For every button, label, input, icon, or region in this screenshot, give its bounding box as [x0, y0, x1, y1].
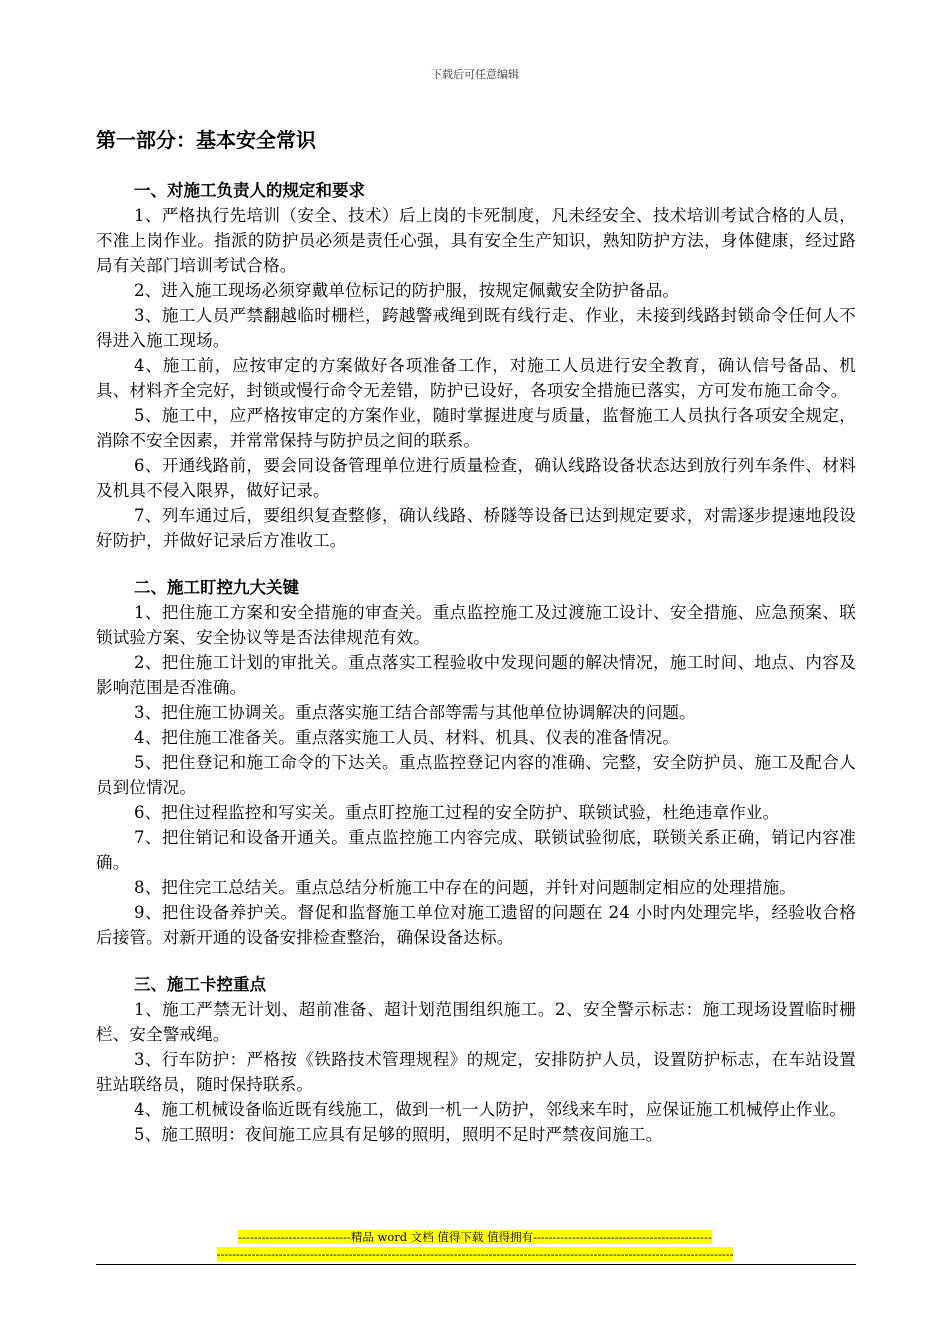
- paragraph: 7、把住销记和设备开通关。重点监控施工内容完成、联锁试验彻底，联锁关系正确，销记内容准确。: [96, 828, 856, 872]
- paragraph: 9、把住设备养护关。督促和监督施工单位对施工遗留的问题在 24 小时内处理完毕，经验收合格后接管。对新开通的设备安排检查整治，确保设备达标。: [96, 903, 856, 947]
- section-3: [96, 972, 856, 1147]
- footer-divider: [96, 1264, 856, 1265]
- paragraph: 7、列车通过后，要组织复查整修，确认线路、桥隧等设备已达到规定要求，对需逐步提速地段设好防护，并做好记录后方准收工。: [96, 506, 856, 550]
- paragraph: 2、把住施工计划的审批关。重点落实工程验收中发现问题的解决情况，施工时间、地点、内容及影响范围是否准确。: [96, 653, 856, 697]
- paragraph: 2、进入施工现场必须穿戴单位标记的防护服，按规定佩戴安全防护备品。: [134, 281, 680, 300]
- paragraph: 4、施工前，应按审定的方案做好各项准备工作，对施工人员进行安全教育，确认信号备品、机具、材料齐全完好，封锁或慢行命令无差错，防护已设好，各项安全措施已落实，方可发布施工命令。: [96, 356, 856, 400]
- paragraph: 3、行车防护：严格按《铁路技术管理规程》的规定，安排防护人员，设置防护标志，在车站设置驻站联络员，随时保持联系。: [96, 1050, 856, 1094]
- paragraph: 5、把住登记和施工命令的下达关。重点监控登记内容的准确、完整，安全防护员、施工及配合人员到位情况。: [96, 753, 856, 797]
- footer-banner-line: -----------------------------精品 word 文档 值得下载 值得拥有----------------------------------------------: [238, 1230, 712, 1244]
- section-heading: 二、施工盯控九大关键: [134, 578, 299, 597]
- section-2: [96, 575, 856, 950]
- paragraph: 6、开通线路前，要会同设备管理单位进行质量检查，确认线路设备状态达到放行列车条件、材料及机具不侵入限界，做好记录。: [96, 456, 856, 500]
- paragraph: 4、施工机械设备临近既有线施工，做到一机一人防护，邻线来车时，应保证施工机械停止作业。: [134, 1100, 847, 1119]
- paragraph: 5、施工照明：夜间施工应具有足够的照明，照明不足时严禁夜间施工。: [134, 1125, 663, 1144]
- footer-banner: [0, 1229, 950, 1263]
- paragraph: 8、把住完工总结关。重点总结分析施工中存在的问题，并针对问题制定相应的处理措施。: [134, 878, 796, 897]
- section-heading: 三、施工卡控重点: [134, 975, 266, 994]
- paragraph: 1、严格执行先培训（安全、技术）后上岗的卡死制度，凡未经安全、技术培训考试合格的人员，不准上岗作业。指派的防护员必须是责任心强，具有安全生产知识，熟知防护方法，身体健康，经过路局有关部门培训考试合格。: [96, 206, 856, 275]
- paragraph: 6、把住过程监控和写实关。重点盯控施工过程的安全防护、联锁试验，杜绝违章作业。: [134, 803, 780, 822]
- paragraph: 3、把住施工协调关。重点落实施工结合部等需与其他单位协调解决的问题。: [134, 703, 696, 722]
- section-heading: 一、对施工负责人的规定和要求: [134, 181, 365, 200]
- paragraph: 3、施工人员严禁翻越临时栅栏，跨越警戒绳到既有线行走、作业，未接到线路封锁命令任何人不得进入施工现场。: [96, 306, 856, 350]
- footer-banner-line: -------------------------------------------------------------------------------------------------------------------------------------: [216, 1247, 734, 1261]
- paragraph: 1、把住施工方案和安全措施的审查关。重点监控施工及过渡施工设计、安全措施、应急预案、联锁试验方案、安全协议等是否法律规范有效。: [96, 603, 856, 647]
- paragraph: 5、施工中，应严格按审定的方案作业，随时掌握进度与质量，监督施工人员执行各项安全规定，消除不安全因素，并常常保持与防护员之间的联系。: [96, 406, 856, 450]
- document-body: [96, 124, 856, 1169]
- section-1: [96, 178, 856, 553]
- paragraph: 1、施工严禁无计划、超前准备、超计划范围组织施工。2、安全警示标志：施工现场设置临时栅栏、安全警戒绳。: [96, 1000, 856, 1044]
- page-title: 第一部分：基本安全常识: [96, 128, 316, 152]
- header-note: 下载后可任意编辑: [431, 68, 519, 81]
- paragraph: 4、把住施工准备关。重点落实施工人员、材料、机具、仪表的准备情况。: [134, 728, 680, 747]
